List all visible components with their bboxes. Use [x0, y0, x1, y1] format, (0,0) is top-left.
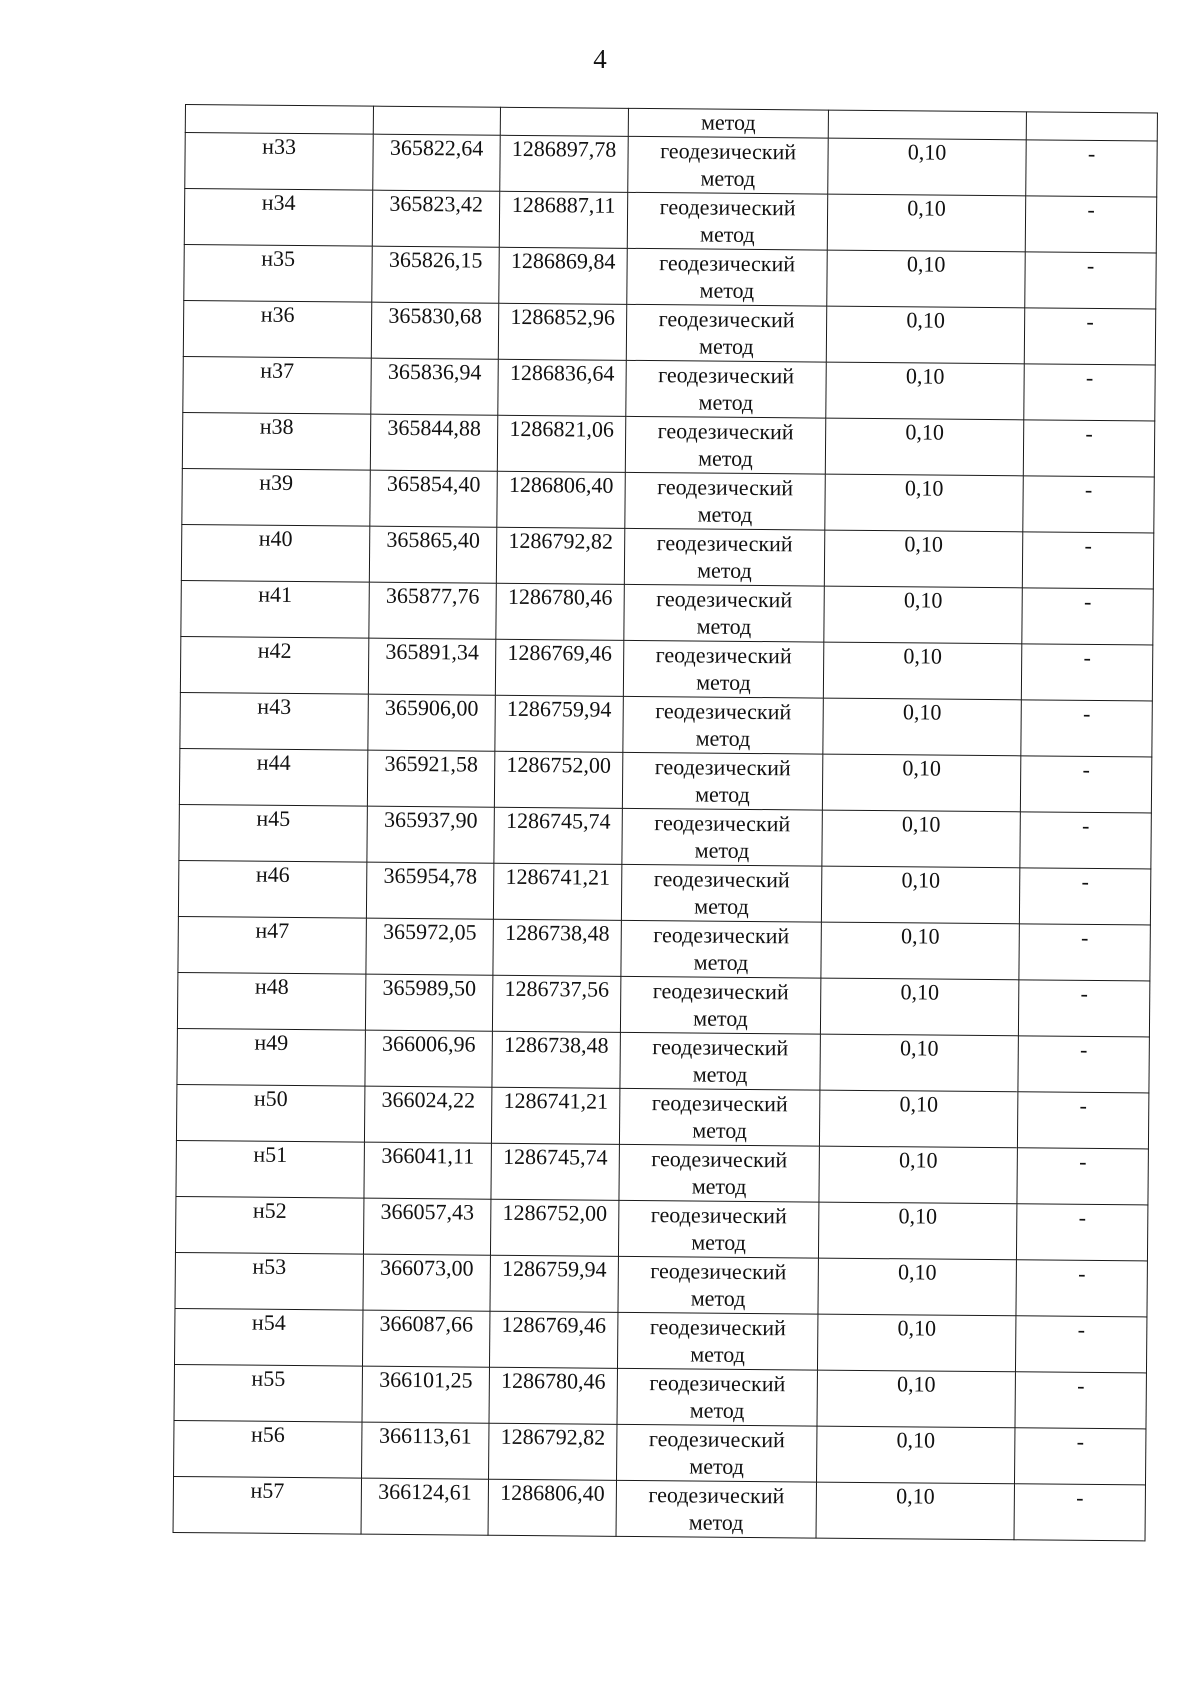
method-line-2: метод: [695, 725, 751, 751]
method-cell: [617, 1424, 817, 1482]
point-name-cell: н38: [182, 412, 370, 470]
note-cell: -: [1018, 980, 1149, 1037]
method-line-1: геодезический: [648, 1482, 785, 1509]
table-row: [174, 1364, 1146, 1428]
page-number: 4: [593, 44, 607, 74]
point-name-cell: н39: [182, 468, 370, 526]
accuracy-cell: 0,10: [816, 1482, 1014, 1540]
accuracy-cell: 0,10: [826, 306, 1024, 364]
accuracy-cell: 0,10: [820, 978, 1018, 1036]
method-cell: [621, 920, 821, 978]
x-coordinate-cell: 365823,42: [372, 190, 499, 247]
note-cell: -: [1023, 420, 1154, 477]
accuracy-cell: 0,10: [819, 1090, 1017, 1148]
table-row: [184, 244, 1156, 308]
method-line-1: геодезический: [657, 418, 794, 445]
continuation-cell-method: метод: [628, 108, 828, 138]
table-row: [181, 524, 1153, 588]
method-cell: [628, 136, 828, 194]
method-line-1: геодезический: [655, 642, 792, 669]
accuracy-cell: 0,10: [823, 642, 1021, 700]
method-line-2: метод: [691, 1173, 747, 1199]
accuracy-cell: 0,10: [820, 1034, 1018, 1092]
accuracy-cell: 0,10: [822, 754, 1020, 812]
method-line-2: метод: [693, 1005, 748, 1031]
note-cell: -: [1014, 1428, 1145, 1485]
table-body: [173, 105, 1157, 1541]
accuracy-cell: 0,10: [828, 138, 1026, 196]
method-cell: [618, 1256, 818, 1314]
method-line-1: геодезический: [658, 306, 795, 333]
point-name-cell: н48: [177, 972, 365, 1030]
accuracy-cell: 0,10: [825, 474, 1023, 532]
table-row: [175, 1196, 1147, 1260]
table-row: [176, 1084, 1148, 1148]
method-line-1: геодезический: [648, 1426, 785, 1453]
method-line-2: метод: [698, 389, 754, 415]
method-line-1: геодезический: [650, 1202, 787, 1229]
point-name-cell: н47: [178, 916, 366, 974]
point-name-cell: н43: [180, 692, 368, 750]
table-row: [185, 133, 1157, 197]
method-line-1: геодезический: [652, 978, 789, 1005]
note-cell: -: [1022, 532, 1153, 589]
point-name-cell: н46: [178, 860, 366, 918]
method-cell: [627, 248, 827, 306]
x-coordinate-cell: 365854,40: [370, 470, 497, 527]
method-line-2: метод: [691, 1229, 746, 1255]
y-coordinate-cell: 1286769,46: [495, 639, 623, 696]
table-row: [181, 580, 1153, 644]
point-name-cell: н56: [174, 1420, 362, 1478]
note-cell: -: [1024, 364, 1155, 421]
point-name-cell: н49: [177, 1028, 365, 1086]
method-line-1: геодезический: [659, 250, 796, 277]
accuracy-cell: 0,10: [822, 810, 1020, 868]
y-coordinate-cell: 1286738,48: [493, 919, 621, 976]
method-line-1: геодезический: [653, 866, 790, 893]
y-coordinate-cell: 1286792,82: [489, 1423, 617, 1480]
x-coordinate-cell: 366041,11: [364, 1142, 491, 1199]
note-cell: -: [1019, 924, 1150, 981]
method-line-2: метод: [694, 893, 749, 919]
y-coordinate-cell: 1286738,48: [492, 1031, 620, 1088]
method-cell: [618, 1200, 818, 1258]
accuracy-cell: 0,10: [827, 194, 1025, 252]
point-name-cell: н55: [174, 1364, 362, 1422]
note-cell: -: [1015, 1316, 1146, 1373]
point-name-cell: н57: [173, 1476, 361, 1534]
x-coordinate-cell: 365954,78: [366, 862, 493, 919]
method-cell: [619, 1088, 819, 1146]
y-coordinate-cell: 1286897,78: [500, 135, 628, 192]
x-coordinate-cell: 365822,64: [373, 134, 500, 191]
point-name-cell: н41: [181, 580, 369, 638]
x-coordinate-cell: 365865,40: [369, 526, 496, 583]
point-name-cell: н51: [176, 1140, 364, 1198]
accuracy-cell: 0,10: [818, 1202, 1016, 1260]
note-cell: -: [1014, 1484, 1145, 1541]
note-cell: -: [1025, 196, 1156, 253]
method-line-1: геодезический: [650, 1258, 787, 1285]
x-coordinate-cell: 366124,61: [361, 1478, 488, 1535]
method-cell: [619, 1144, 819, 1202]
method-cell: [622, 752, 822, 810]
method-line-2: метод: [699, 221, 755, 247]
accuracy-cell: 0,10: [821, 922, 1019, 980]
table-row: [184, 189, 1156, 253]
x-coordinate-cell: 365836,94: [371, 358, 498, 415]
table-row: [182, 412, 1154, 476]
x-coordinate-cell: 366113,61: [362, 1422, 489, 1479]
method-cell: [626, 304, 826, 362]
y-coordinate-cell: 1286745,74: [491, 1143, 619, 1200]
point-name-cell: н53: [175, 1252, 363, 1310]
coordinates-table: [173, 104, 1158, 1541]
method-cell: [617, 1312, 817, 1370]
method-cell: [625, 416, 825, 474]
accuracy-cell: 0,10: [827, 250, 1025, 308]
method-cell: [622, 808, 822, 866]
method-line-2: метод: [698, 445, 753, 471]
accuracy-cell: 0,10: [824, 530, 1022, 588]
accuracy-cell: 0,10: [819, 1146, 1017, 1204]
method-line-1: геодезический: [656, 586, 793, 613]
y-coordinate-cell: 1286821,06: [497, 415, 625, 472]
y-coordinate-cell: 1286737,56: [492, 975, 620, 1032]
note-cell: -: [1021, 700, 1152, 757]
note-cell: -: [1023, 476, 1154, 533]
note-cell: -: [1020, 756, 1151, 813]
y-coordinate-cell: 1286752,00: [494, 751, 622, 808]
table-row: [174, 1420, 1146, 1484]
note-cell: -: [1018, 1036, 1149, 1093]
x-coordinate-cell: 366006,96: [365, 1030, 492, 1087]
method-line-1: геодезический: [651, 1090, 788, 1117]
accuracy-cell: 0,10: [825, 418, 1023, 476]
continuation-cell-point: [185, 105, 373, 135]
method-line-2: метод: [700, 165, 756, 191]
x-coordinate-cell: 365830,68: [371, 302, 498, 359]
accuracy-cell: 0,10: [826, 362, 1024, 420]
method-cell: [627, 192, 827, 250]
table-row: [182, 468, 1154, 532]
note-cell: -: [1017, 1148, 1148, 1205]
method-line-2: метод: [689, 1453, 745, 1479]
method-line-2: метод: [689, 1397, 745, 1423]
method-cell: [625, 472, 825, 530]
method-line-2: метод: [693, 949, 749, 975]
table-row: [175, 1308, 1147, 1372]
method-cell: [620, 1032, 820, 1090]
x-coordinate-cell: 365989,50: [365, 974, 492, 1031]
note-cell: -: [1015, 1372, 1146, 1429]
x-coordinate-cell: 365877,76: [369, 582, 496, 639]
x-coordinate-cell: 365891,34: [368, 638, 495, 695]
method-line-2: метод: [688, 1509, 744, 1535]
y-coordinate-cell: 1286780,46: [496, 583, 624, 640]
accuracy-cell: 0,10: [816, 1426, 1014, 1484]
note-cell: -: [1016, 1204, 1147, 1261]
note-cell: -: [1019, 868, 1150, 925]
method-line-2: метод: [692, 1061, 748, 1087]
point-name-cell: н52: [175, 1196, 363, 1254]
point-name-cell: н37: [183, 356, 371, 414]
accuracy-cell: 0,10: [823, 698, 1021, 756]
table-row: [179, 748, 1151, 812]
note-cell: -: [1021, 644, 1152, 701]
table-row: [175, 1252, 1147, 1316]
method-line-1: геодезический: [657, 474, 794, 501]
note-cell: -: [1024, 308, 1155, 365]
table-row: [183, 356, 1155, 420]
method-line-1: геодезический: [649, 1314, 786, 1341]
y-coordinate-cell: 1286759,94: [495, 695, 623, 752]
table-row: [180, 636, 1152, 700]
method-line-1: геодезический: [660, 138, 797, 165]
y-coordinate-cell: 1286806,40: [488, 1479, 616, 1536]
method-cell: [621, 864, 821, 922]
method-line-1: геодезический: [649, 1370, 786, 1397]
method-line-2: метод: [696, 669, 751, 695]
note-cell: -: [1025, 252, 1156, 309]
point-name-cell: н45: [179, 804, 367, 862]
note-cell: -: [1026, 140, 1157, 197]
method-line-1: геодезический: [655, 698, 792, 725]
table-row: [178, 860, 1150, 924]
method-line-2: метод: [690, 1285, 746, 1311]
point-name-cell: н40: [181, 524, 369, 582]
x-coordinate-cell: 366024,22: [364, 1086, 491, 1143]
y-coordinate-cell: 1286792,82: [496, 527, 624, 584]
y-coordinate-cell: 1286741,21: [491, 1087, 619, 1144]
x-coordinate-cell: 365972,05: [366, 918, 493, 975]
method-cell: [616, 1480, 816, 1538]
method-cell: [624, 584, 824, 642]
point-name-cell: н44: [179, 748, 367, 806]
y-coordinate-cell: 1286752,00: [490, 1199, 618, 1256]
method-line-2: метод: [695, 781, 750, 807]
method-line-1: геодезический: [656, 530, 793, 557]
table-row: [180, 692, 1152, 756]
method-cell: [623, 696, 823, 754]
accuracy-cell: 0,10: [824, 586, 1022, 644]
method-line-2: метод: [697, 557, 752, 583]
method-line-1: геодезический: [654, 754, 791, 781]
continuation-cell-note: [1026, 112, 1157, 141]
method-line-1: геодезический: [658, 362, 795, 389]
accuracy-cell: 0,10: [818, 1258, 1016, 1316]
accuracy-cell: 0,10: [817, 1370, 1015, 1428]
method-cell: [624, 528, 824, 586]
point-name-cell: н34: [184, 189, 372, 247]
x-coordinate-cell: 366073,00: [363, 1254, 490, 1311]
point-name-cell: н50: [176, 1084, 364, 1142]
method-line-2: метод: [699, 277, 755, 303]
accuracy-cell: 0,10: [817, 1314, 1015, 1372]
table-row: [176, 1140, 1148, 1204]
method-line-2: метод: [696, 613, 752, 639]
method-line-2: метод: [694, 837, 750, 863]
x-coordinate-cell: 365921,58: [367, 750, 494, 807]
accuracy-cell: 0,10: [821, 866, 1019, 924]
method-line-1: геодезический: [652, 1034, 789, 1061]
method-line-1: геодезический: [659, 194, 796, 221]
point-name-cell: н35: [184, 244, 372, 302]
table-row: [178, 916, 1150, 980]
method-cell: [617, 1368, 817, 1426]
y-coordinate-cell: 1286836,64: [498, 359, 626, 416]
y-coordinate-cell: 1286806,40: [497, 471, 625, 528]
table-row: [183, 300, 1155, 364]
y-coordinate-cell: 1286780,46: [489, 1367, 617, 1424]
point-name-cell: н33: [185, 133, 373, 191]
continuation-cell-y: [500, 107, 628, 136]
note-cell: -: [1016, 1260, 1147, 1317]
method-cell: [620, 976, 820, 1034]
x-coordinate-cell: 366057,43: [363, 1198, 490, 1255]
table-row: [177, 972, 1149, 1036]
continuation-cell-x: [373, 106, 500, 135]
note-cell: -: [1017, 1092, 1148, 1149]
method-line-1: геодезический: [654, 810, 791, 837]
point-name-cell: н42: [180, 636, 368, 694]
point-name-cell: н54: [175, 1308, 363, 1366]
x-coordinate-cell: 365826,15: [372, 246, 499, 303]
method-line-2: метод: [692, 1117, 747, 1143]
point-name-cell: н36: [183, 300, 371, 358]
y-coordinate-cell: 1286852,96: [498, 303, 626, 360]
x-coordinate-cell: 365937,90: [367, 806, 494, 863]
method-line-2: метод: [699, 333, 754, 359]
method-cell: [623, 640, 823, 698]
x-coordinate-cell: 366087,66: [362, 1310, 489, 1367]
y-coordinate-cell: 1286769,46: [489, 1311, 617, 1368]
x-coordinate-cell: 365906,00: [368, 694, 495, 751]
method-line-1: геодезический: [653, 922, 790, 949]
y-coordinate-cell: 1286869,84: [499, 247, 627, 304]
continuation-cell-accuracy: [828, 110, 1026, 140]
y-coordinate-cell: 1286741,21: [493, 863, 621, 920]
note-cell: -: [1020, 812, 1151, 869]
x-coordinate-cell: 365844,88: [370, 414, 497, 471]
method-cell: [626, 360, 826, 418]
y-coordinate-cell: 1286759,94: [490, 1255, 618, 1312]
method-line-1: геодезический: [651, 1146, 788, 1173]
x-coordinate-cell: 366101,25: [362, 1366, 489, 1423]
table-row: [177, 1028, 1149, 1092]
note-cell: -: [1022, 588, 1153, 645]
table-row: [179, 804, 1151, 868]
method-line-2: метод: [690, 1341, 745, 1367]
y-coordinate-cell: 1286745,74: [494, 807, 622, 864]
y-coordinate-cell: 1286887,11: [499, 191, 627, 248]
table-row: [173, 1476, 1145, 1540]
method-line-2: метод: [697, 501, 753, 527]
